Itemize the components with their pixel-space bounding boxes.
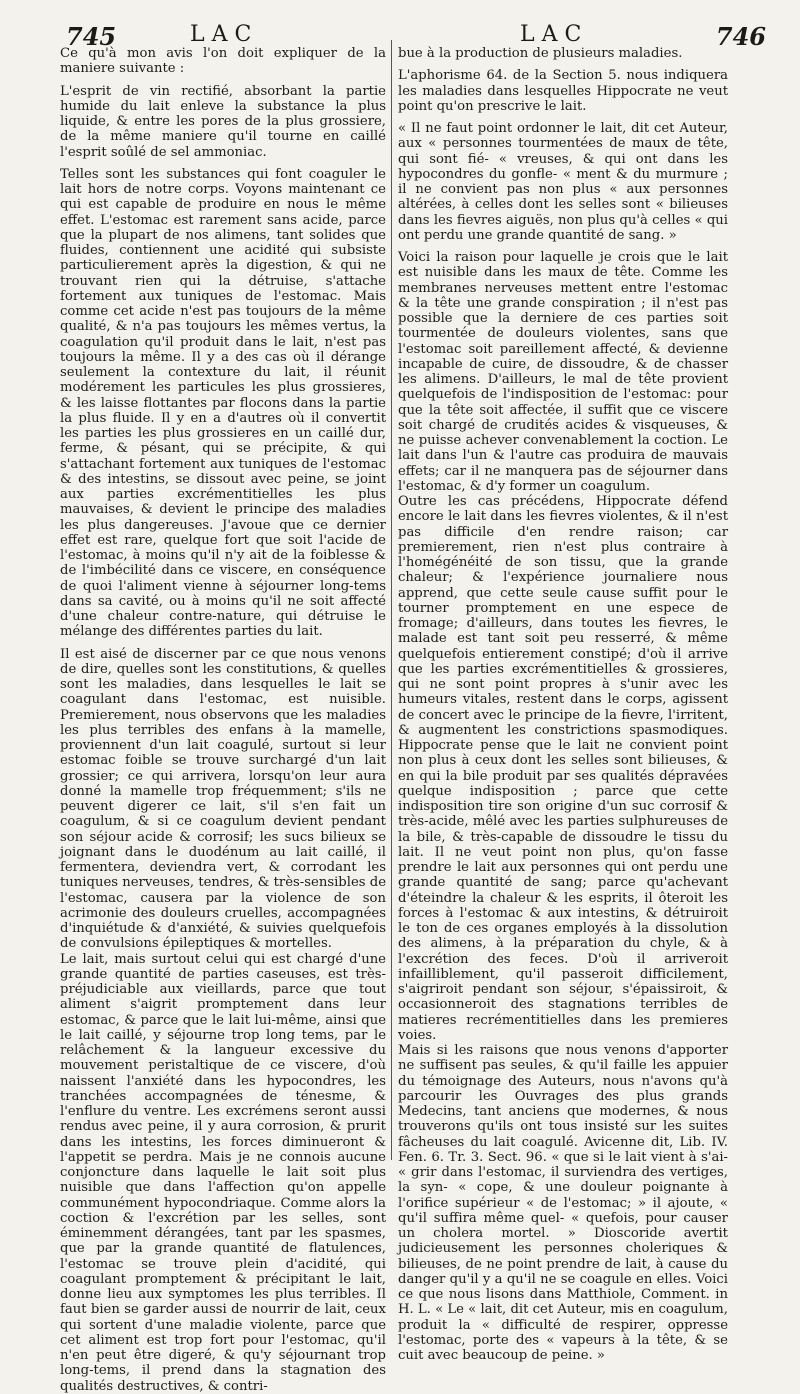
paragraph: bue à la production de plusieurs maladies. [398,46,683,61]
hippocrates-quote: « Il ne faut point ordonner le lait, dit cet Auteur, aux « personnes tourmentées de maux de tête, qui sont fié- « vreuses, & qui ont dans les hypocondres du gonfle- « ment & du murmure ; il ne convient pas non plus « aux personnes altérées, à celles dont les selles sont « bilieuses dans les fievres aiguës, non plus qu'à celles « qui ont perdu une grande quantité de sang. » [398,121,728,243]
paragraph: Mais si les raisons que nous venons d'apporter ne suffisent pas seules, & qu'il faille les appuier du témoignage des Auteurs, nous n'avons qu'à parcourir les Ouvrages des plus grands Medecins, tant anciens que modernes, & nous trouverons qu'ils ont tous insisté sur les suites fâcheuses du lait coagulé. Avicenne dit, Lib. IV. Fen. 6. Tr. 3. Sect. 96. « que si le lait vient à s'ai- « grir dans l'estomac, il surviendra des vertiges, la syn- « cope, & une douleur poignante à l'orifice supérieur « de l'estomac; » il ajoute, « qu'il suffira même quel- « quefois, pour causer un cholera mortel. » Dioscoride avertit judicieusement les personnes choleriques & bilieuses, de ne point prendre de lait, à cause du danger qu'il y a qu'il ne se coagule en elles. Voici ce que nous lisons dans Matthiole, Comment. in H. L. « Le « lait, dit cet Auteur, mis en coagulum, produit la « difficulté de respirer, oppresse l'estomac, porte des « vapeurs à la tête, & se cuit avec beaucoup de peine. » [398,1043,728,1363]
right-page-number: 746 [715,22,766,51]
left-column [60,46,386,1394]
paragraph: L'aphorisme 64. de la Section 5. nous indiquera les maladies dans lesquelles Hippocrate ne veut point qu'on prescrive le lait. [398,68,728,114]
paragraph: L'esprit de vin rectifié, absorbant la partie humide du lait enleve la substance la plus liquide, & entre les pores de la plus grossiere, de la même maniere qu'il tourne en caillé l'esprit soûlé de sel ammoniac. [60,83,386,160]
left-page-number: 745 [66,22,117,51]
right-column [398,46,728,1363]
paragraph: Ce qu'à mon avis l'on doit expliquer de la maniere suivante : [60,46,386,77]
paragraph: Telles sont les substances qui font coaguler le lait hors de notre corps. Voyons maintenant ce qui est capable de produire en nous le même effet. L'estomac est rarement sans acide, parce que la plupart de nos alimens, tant solides que fluides, contiennent une acidité qui subsiste particulierement après la digestion, & qui ne trouvant rien qui la détruise, s'attache fortement aux tuniques de l'estomac. Mais comme cet acide n'est pas toujours de la même qualité, & n'a pas toujours les mêmes vertus, la coagulation qu'il produit dans le lait, n'est pas toujours la même. Il y a des cas où il dérange seulement la contexture du lait, il réunit modérement les particules les plus grossieres, & les laisse flottantes par flocons dans la partie la plus fluide. Il y en a d'autres où il convertit les parties les plus grossieres en un caillé dur, ferme, & pésant, qui se précipite, & qui s'attachant fortement aux tuniques de l'estomac & des intestins, se dissout avec peine, se joint aux parties excrémentitielles les plus mauvaises, & devient le principe des maladies les plus dangereuses. J'avoue que ce dernier effet est rare, quelque fort que soit l'acide de l'estomac, à moins qu'il n'y ait de la foiblesse & de l'imbécilité dans ce viscere, en conséquence de quoi l'aliment vienne à séjourner long-tems dans sa cavité, ou à moins qu'il ne soit affecté d'une chaleur contre-nature, qui détruise le mélange des différentes parties du lait. [60,166,386,640]
column-divider [391,40,392,1160]
left-running-head: LAC [190,22,259,47]
paragraph: Voici la raison pour laquelle je crois que le lait est nuisible dans les maux de tête. Comme les membranes nerveuses mettent entre l'estomac & la tête une grande conspiration ; il n'est pas possible que la derniere de ces parties soit tourmentée de douleurs violentes, sans que l'estomac soit pareillement affecté, & devienne incapable de cuire, de dissoudre, & de chasser les alimens. D'ailleurs, le mal de tête provient quelquefois de l'indisposition de l'estomac: pour que la tête soit affectée, il suffit que ce viscere soit chargé de crudités acides & visqueuses, & ne puisse achever convenablement la coction. Le lait dans l'un & l'autre cas produira de mauvais effets; car il ne manquera pas de séjourner dans l'estomac, & d'y former un coagulum. [398,250,728,494]
paragraph: Outre les cas précédens, Hippocrate défend encore le lait dans les fievres violentes, & il n'est pas difficile d'en rendre raison; car premierement, rien n'est plus contraire à l'homégénéité de son tissu, que la grande chaleur; & l'expérience journaliere nous apprend, que cette seule cause suffit pour le tourner promptement en une espece de fromage; d'ailleurs, dans toutes les fievres, le malade est tant soit peu resserré, & même quelquefois entierement constipé; d'où il arrive que les parties excrémentitielles & grossieres, qui ne sont point propres à s'unir avec les humeurs vitales, restent dans le corps, agissent de concert avec le principe de la fievre, l'irritent, & augmentent les constrictions spasmodiques. Hippocrate pense que le lait ne convient point non plus à ceux dont les selles sont bilieuses, & en qui la bile produit par ses qualités dépravées quelque indisposition ; parce que cette indisposition tire son origine d'un suc corrosif & très-acide, mêlé avec les parties sulphureuses de la bile, & très-capable de dissoudre le tissu du lait. Il ne veut point non plus, qu'on fasse prendre le lait aux personnes qui ont perdu une grande quantité de sang; parce qu'achevant d'éteindre la chaleur & les esprits, il ôteroit les forces à l'estomac & aux intestins, & détruiroit le ton de ces organes employés à la dissolution des alimens, à la préparation du chyle, & à l'excrétion des feces. D'où il arriveroit infailliblement, qu'il passeroit difficilement, s'aigriroit pendant son séjour, s'épaissiroit, & occasionneroit des stagnations terribles de matieres recrémentitielles dans les premieres voies. [398,494,728,1043]
paragraph: Le lait, mais surtout celui qui est chargé d'une grande quantité de parties caseuses, est très-préjudiciable aux vieillards, parce que tout aliment s'aigrit promptement dans leur estomac, & parce que le lait lui-même, ainsi que le lait caillé, y séjourne trop long tems, par le relâchement & la langueur excessive du mouvement peristaltique de ce viscere, d'où naissent l'anxiété dans les hypocondres, les tranchées accompagnées de ténesme, & l'enflure du ventre. Les excrémens seront aussi rendus avec peine, il y aura corrosion, & prurit dans les intestins, les forces diminueront & l'appetit se perdra. Mais je ne connois aucune conjoncture dans laquelle le lait soit plus nuisible que dans l'affection qu'on appelle communément hypocondriaque. Comme alors la coction & l'excrétion par les selles, sont éminemment dérangées, tant par les spasmes, que par la grande quantité de flatulences, l'estomac se trouve plein d'acidité, qui coagulant promptement & précipitant le lait, donne lieu aux symptomes les plus terribles. Il faut bien se garder aussi de nourrir de lait, ceux qui sortent d'une maladie violente, parce que cet aliment est trop fort pour l'estomac, qu'il n'en peut être digeré, & qu'y séjournant trop long-tems, il prend dans la stagnation des qualités destructives, & contri- [60,951,386,1394]
paragraph: Il est aisé de discerner par ce que nous venons de dire, quelles sont les constitutions, & quelles sont les maladies, dans lesquelles le lait se coagulant dans l'estomac, est nuisible. Premierement, nous observons que les maladies les plus terribles des enfans à la mamelle, proviennent d'un lait coagulé, surtout si leur estomac foible se trouve surchargé d'un lait grossier; ce qui arrivera, lorsqu'on leur aura donné la mamelle trop fréquemment; s'ils ne peuvent digerer ce lait, s'il s'en fait un coagulum, & si ce coagulum devient pendant son séjour acide & corrosif; les sucs bilieux se joignant dans le duodénum au lait caillé, il fermentera, deviendra vert, & corrodant les tuniques nerveuses, tendres, & très-sensibles de l'estomac, causera par la violence de son acrimonie des douleurs cruelles, accompagnées d'inquiétude & d'anxiété, & suivies quelquefois de convulsions épileptiques & mortelles. [60,646,386,952]
right-running-head: LAC [520,22,589,47]
